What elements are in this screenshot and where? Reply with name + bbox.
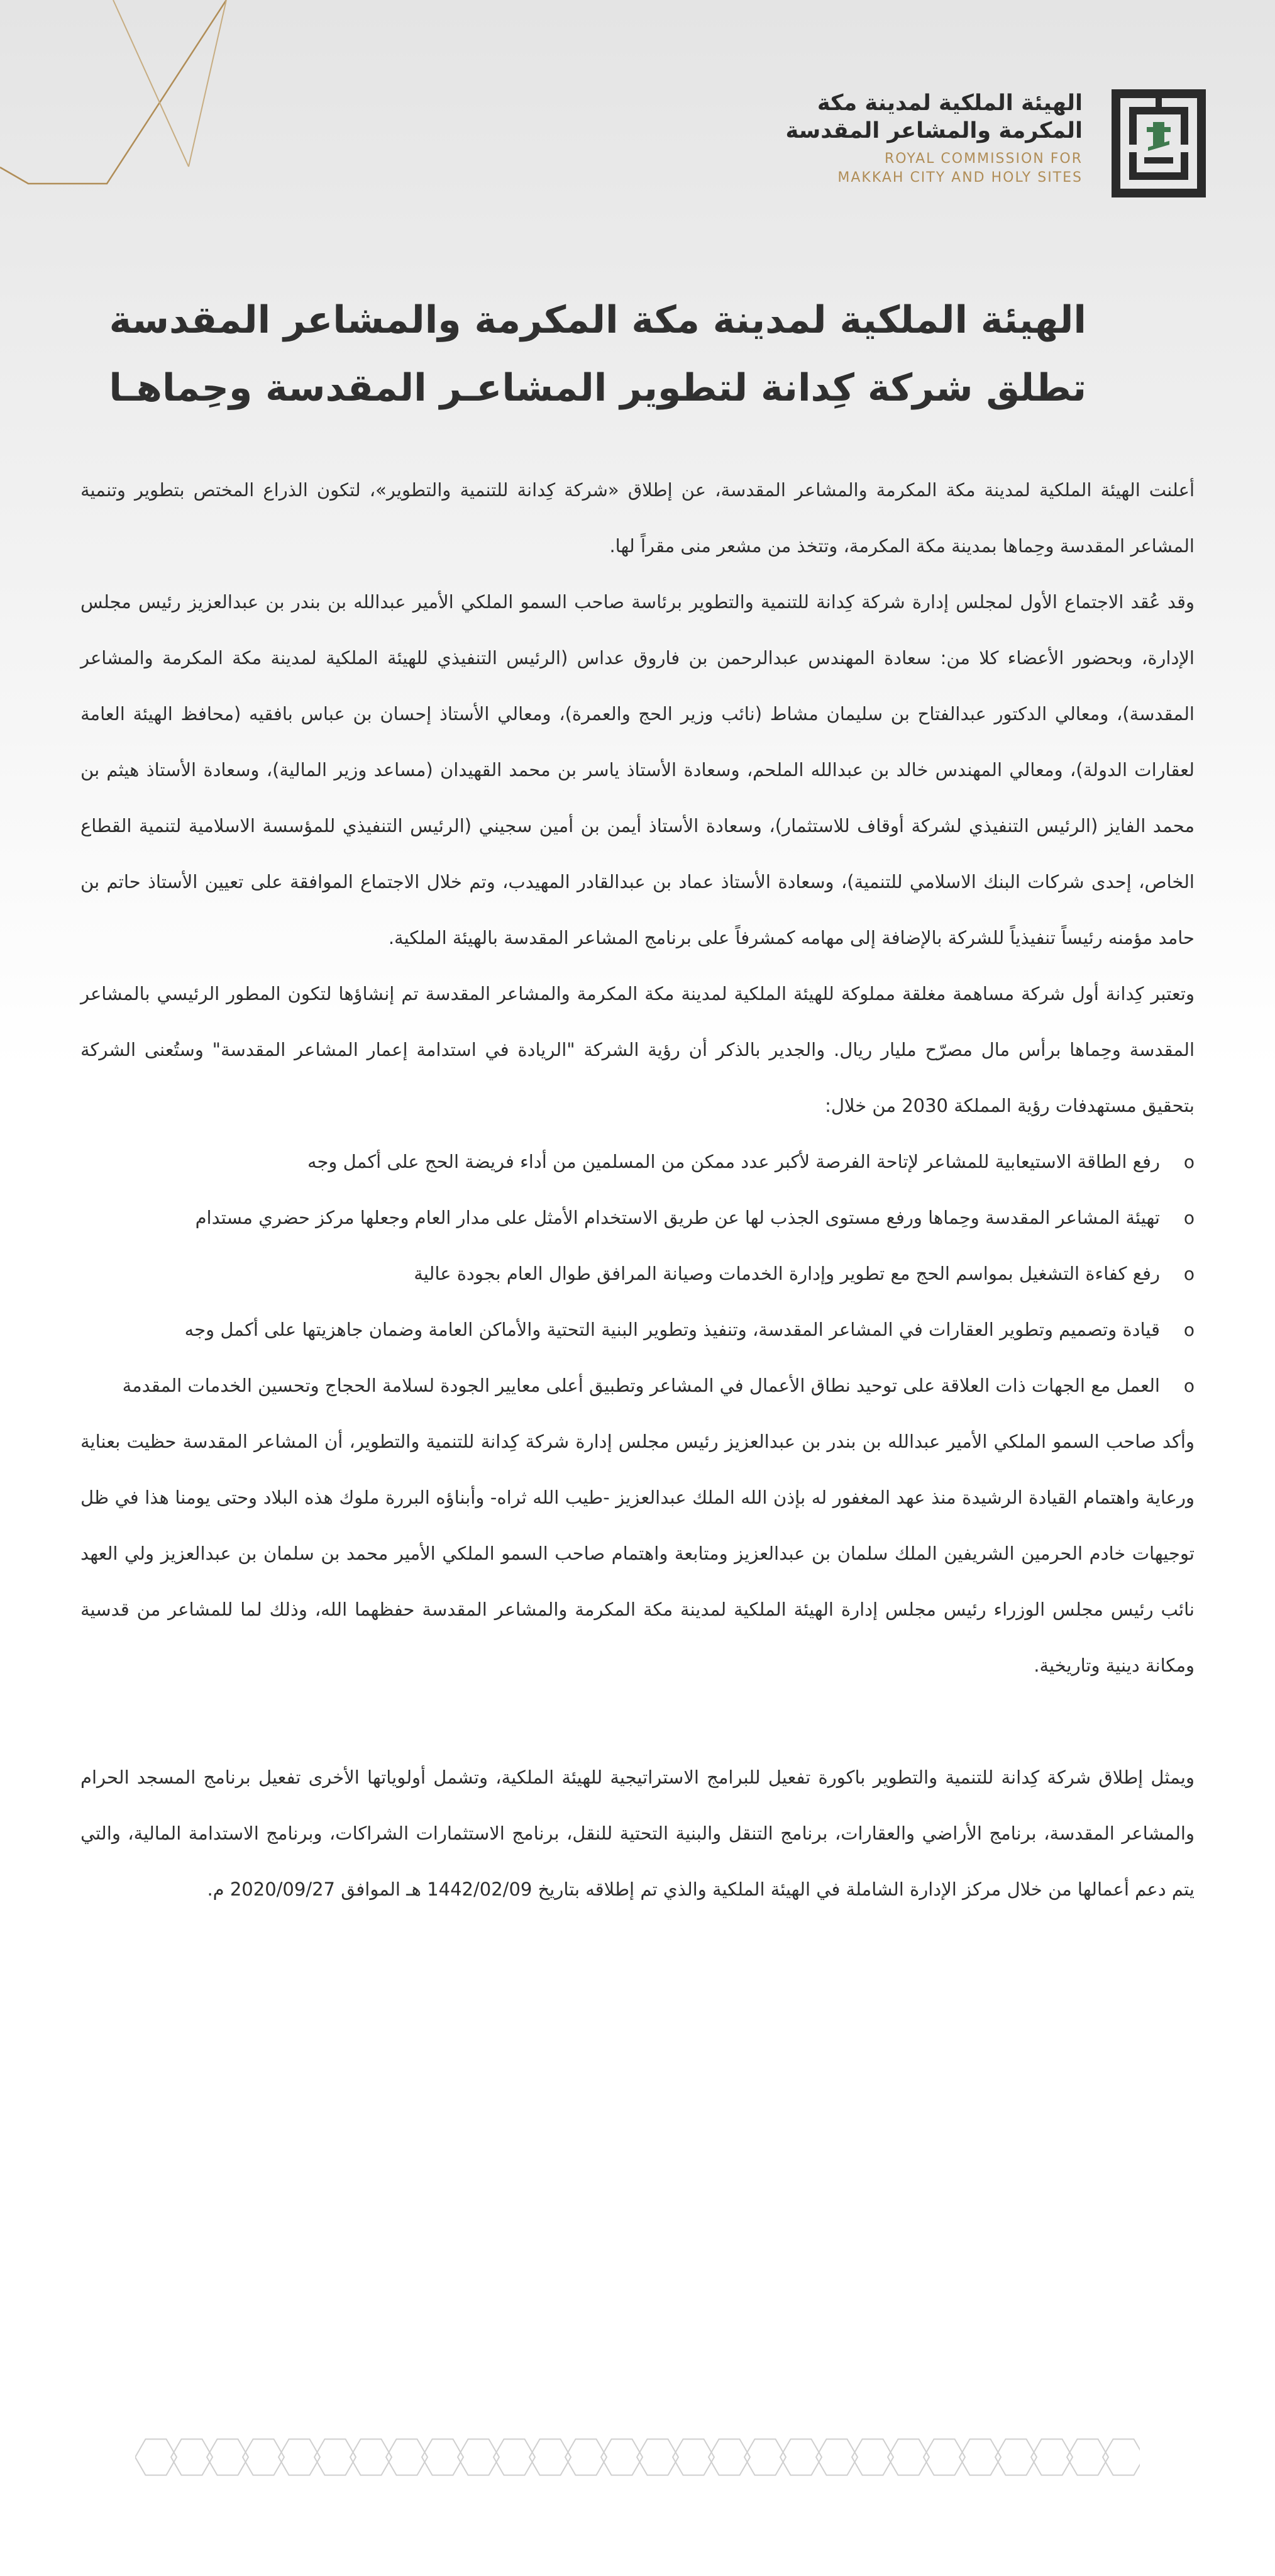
objective-text: رفع كفاءة التشغيل بمواسم الحج مع تطوير وإدارة الخدمات وصيانة المرافق طوال العام بجودة عالية	[414, 1263, 1160, 1284]
objective-item	[80, 1246, 1195, 1302]
paragraph-board-meeting: وقد عُقد الاجتماع الأول لمجلس إدارة شركة كِدانة للتنمية والتطوير برئاسة صاحب السمو الملكي الأمير عبدالله بن بندر بن عبدالعزيز رئيس مجلس الإدارة، وبحضور الأعضاء كلا من: سعادة المهندس عبدالرحمن بن فاروق عداس (الرئيس التنفيذي للهيئة الملكية لمدينة مكة المكرمة والمشاعر المقدسة)، ومعالي الدكتور عبدالفتاح بن سليمان مشاط (نائب وزير الحج والعمرة)، ومعالي الأستاذ إحسان بن عباس بافقيه (محافظ الهيئة العامة لعقارات الدولة)، ومعالي المهندس خالد بن عبدالله الملحم، وسعادة الأستاذ ياسر بن محمد القهيدان (مساعد وزير المالية)، وسعادة الأستاذ هيثم بن محمد الفايز (الرئيس التنفيذي لشركة أوقاف للاستثمار)، وسعادة الأستاذ أيمن بن أمين سجيني (الرئيس التنفيذي للمؤسسة الاسلامية لتنمية القطاع الخاص، إحدى شركات البنك الاسلامي للتنمية)، وسعادة الأستاذ عماد بن عبدالقادر المهيدب، وتم خلال الاجتماع الموافقة على تعيين الأستاذ حاتم بن حامد مؤمنه رئيساً تنفيذياً للشركة بالإضافة إلى مهامه كمشرفاً على برنامج المشاعر المقدسة بالهيئة الملكية.	[80, 591, 1195, 948]
corner-hexagon-decoration	[0, 0, 377, 189]
objective-item	[80, 1302, 1195, 1358]
org-header	[640, 75, 1206, 201]
org-name-en-line1: ROYAL COMMISSION FOR	[885, 151, 1083, 167]
paragraph-strategic-programs: ويمثل إطلاق شركة كِدانة للتنمية والتطوير باكورة تفعيل للبرامج الاستراتيجية للهيئة الملكية، وتشمل أولوياتها الأخرى تفعيل برنامج المسجد الحرام والمشاعر المقدسة، برنامج الأراضي والعقارات، برنامج التنقل والبنية التحتية للنقل، برنامج الاستثمارات الشراكات، وبرنامج الاستدامة المالية، والتي يتم دعم أعمالها من خلال مركز الإدارة الشاملة في الهيئة الملكية والذي تم إطلاقه بتاريخ 1442/02/09 هـ الموافق 2020/09/27 م.	[80, 1767, 1195, 1900]
bullet-circle-icon: o	[1183, 1319, 1195, 1340]
objective-text: تهيئة المشاعر المقدسة وحِماها ورفع مستوى الجذب لها عن طريق الاستخدام الأمثل على مدار العام وجعلها مركز حضري مستدام	[195, 1207, 1160, 1228]
paragraph-company-vision: وتعتبر كِدانة أول شركة مساهمة مغلقة مملوكة للهيئة الملكية لمدينة مكة المكرمة والمشاعر المقدسة تم إنشاؤها لتكون المطور الرئيسي بالمشاعر المقدسة وحِماها برأس مال مصرّح مليار ريال. والجدير بالذكر أن رؤية الشركة "الريادة في استدامة إعمار المشاعر المقدسة" وستُعنى الشركة بتحقيق مستهدفات رؤية المملكة 2030 من خلال:	[80, 983, 1195, 1116]
org-name-ar-line1: الهيئة الملكية لمدينة مكة	[817, 91, 1083, 116]
bullet-circle-icon: o	[1183, 1152, 1195, 1172]
objective-text: قيادة وتصميم وتطوير العقارات في المشاعر المقدسة، وتنفيذ وتطوير البنية التحتية والأماكن العامة وضمان جاهزيتها على أكمل وجه	[184, 1319, 1160, 1340]
paragraph-announcement: أعلنت الهيئة الملكية لمدينة مكة المكرمة والمشاعر المقدسة، عن إطلاق «شركة كِدانة للتنمية والتطوير»، لتكون الذراع المختص بتطوير وتنمية المشاعر المقدسة وحِماها بمدينة مكة المكرمة، وتتخذ من مشعر منى مقراً لها.	[80, 479, 1195, 557]
objective-text: رفع الطاقة الاستيعابية للمشاعر لإتاحة الفرصة لأكبر عدد ممكن من المسلمين من أداء فريضة الحج على أكمل وجه	[307, 1151, 1160, 1172]
objectives-list	[80, 1134, 1195, 1414]
press-release-title	[109, 286, 1086, 422]
press-release-body	[80, 462, 1195, 1918]
objective-text: العمل مع الجهات ذات العلاقة على توحيد نطاق الأعمال في المشاعر وتطبيق أعلى معايير الجودة لسلامة الحجاج وتحسين الخدمات المقدمة	[122, 1375, 1160, 1396]
objective-item	[80, 1134, 1195, 1190]
org-name-en-line2: MAKKAH CITY AND HOLY SITES	[837, 170, 1083, 186]
objective-item	[80, 1358, 1195, 1414]
title-line-1: الهيئة الملكية لمدينة مكة المكرمة والمشاعر المقدسة	[109, 298, 1086, 342]
paragraph-chairman-statement: وأكد صاحب السمو الملكي الأمير عبدالله بن بندر بن عبدالعزيز رئيس مجلس إدارة شركة كِدانة للتنمية والتطوير، أن المشاعر المقدسة حظيت بعناية ورعاية واهتمام القيادة الرشيدة منذ عهد المغفور له بإذن الله الملك عبدالعزيز -طيب الله ثراه- وأبناؤه البررة ملوك هذه البلاد وحتى يومنا هذا في ظل توجيهات خادم الحرمين الشريفين الملك سلمان بن عبدالعزيز ومتابعة واهتمام صاحب السمو الملكي الأمير محمد بن سلمان بن عبدالعزيز ولي العهد نائب رئيس مجلس الوزراء رئيس مجلس إدارة الهيئة الملكية لمدينة مكة المكرمة والمشاعر المقدسة حفظهما الله، وذلك لما للمشاعر من قدسية ومكانة دينية وتاريخية.	[80, 1431, 1195, 1676]
hexagon-chain-border	[135, 2435, 1140, 2479]
rcmc-kufic-logo-icon	[1112, 89, 1206, 197]
title-line-2: تطلق شركة كِدانة لتطوير المشاعـر المقدسة وحِماهـا	[109, 366, 1086, 410]
org-name-ar-line2: المكرمة والمشاعر المقدسة	[785, 118, 1083, 143]
bullet-circle-icon: o	[1183, 1375, 1195, 1396]
bullet-circle-icon: o	[1183, 1208, 1195, 1228]
objective-item	[80, 1190, 1195, 1246]
paragraph-spacer	[80, 1694, 1195, 1750]
bullet-circle-icon: o	[1183, 1263, 1195, 1284]
